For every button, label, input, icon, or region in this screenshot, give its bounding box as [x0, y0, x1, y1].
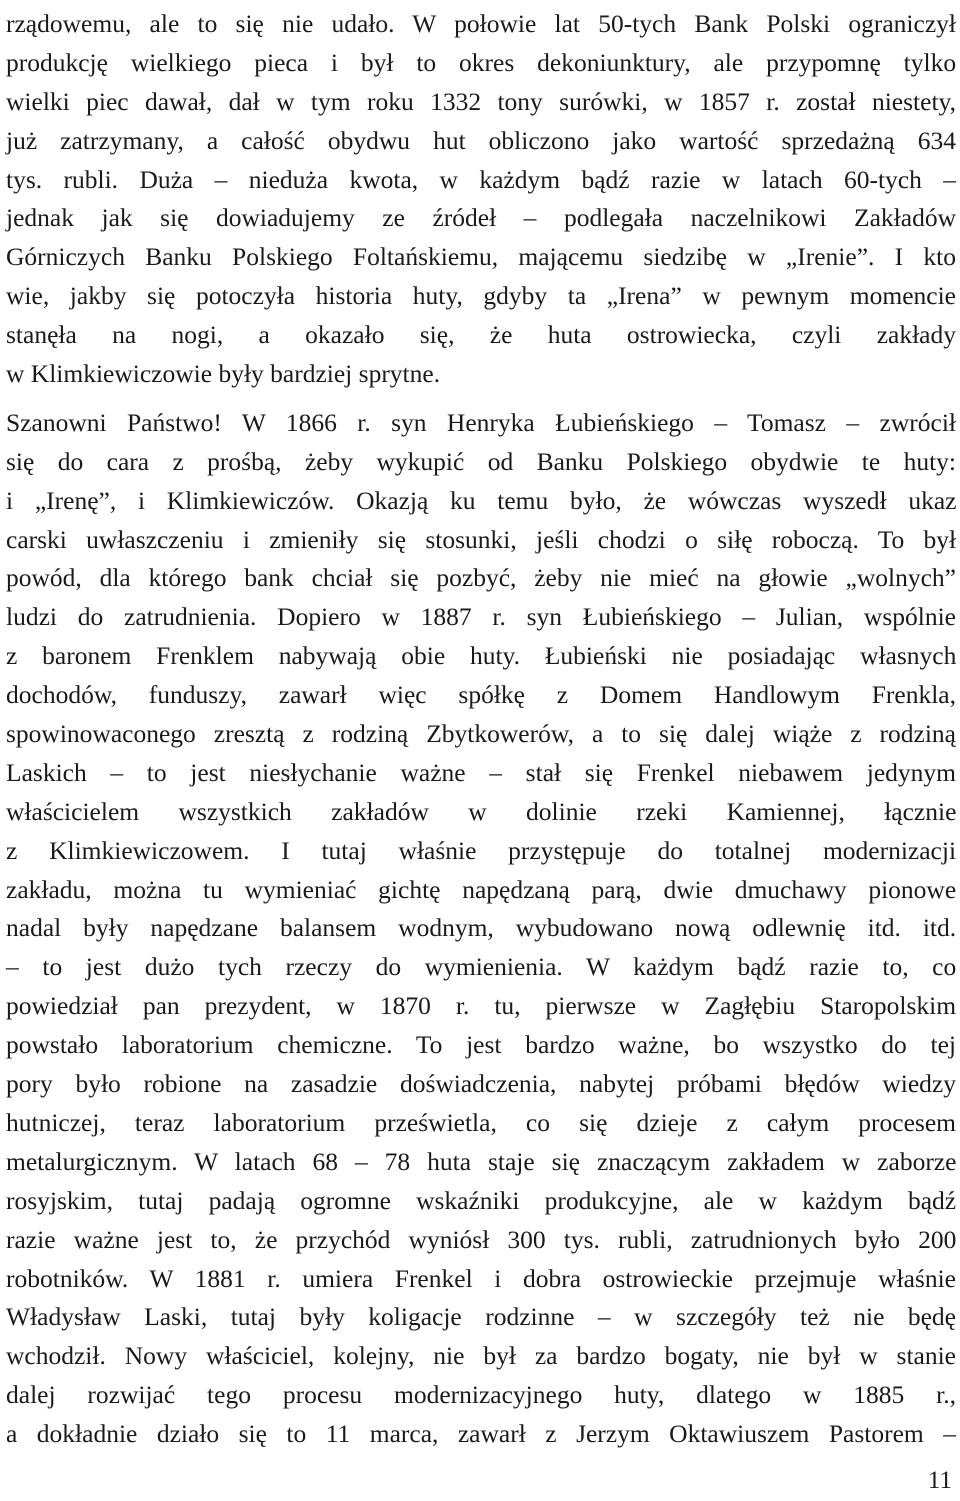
text-line: właścicielem wszystkich zakładów w dolinie rzeki Kamiennej, łącznie: [6, 796, 957, 826]
text-line: się do cara z prośbą, żeby wykupić od Banku Polskiego obydwie te huty:: [6, 446, 956, 476]
text-line: powiedział pan prezydent, w 1870 r. tu, pierwsze w Zagłębiu Staropolskim: [6, 991, 957, 1021]
text-line: Laskich – to jest niesłychanie ważne – stał się Frenkel niebawem jedynym: [6, 757, 956, 787]
text-line: produkcję wielkiego pieca i był to okres dekoniunktury, ale przypomnę tylko: [6, 47, 957, 77]
text-line: Władysław Laski, tutaj były koligacje rodzinne – w szczegóły też nie będę: [6, 1302, 956, 1332]
text-line: razie ważne jest to, że przychód wyniósł 300 tys. rubli, zatrudnionych było 200: [6, 1224, 957, 1254]
paragraph-1: [6, 5, 956, 394]
page-number: 11: [927, 1467, 952, 1494]
paragraph-2: [6, 404, 956, 1454]
text-line: – to jest dużo tych rzeczy do wymienienia. W każdym bądź razie to, co: [6, 952, 957, 982]
paragraph-gap: [6, 394, 956, 404]
text-line: Szanowni Państwo! W 1866 r. syn Henryka Łubieńskiego – Tomasz – zwrócił: [6, 407, 956, 437]
text-line: dochodów, funduszy, zawarł więc spółkę z Domem Handlowym Frenkla,: [6, 680, 956, 710]
body-text: [6, 5, 956, 1454]
text-line: wchodził. Nowy właściciel, kolejny, nie był za bardzo bogaty, nie był w stanie: [6, 1341, 956, 1371]
text-line: powstało laboratorium chemiczne. To jest bardzo ważne, bo wszystko do tej: [6, 1030, 956, 1060]
text-line: rosyjskim, tutaj padają ogromne wskaźniki produkcyjne, ale w każdym bądź: [6, 1185, 957, 1215]
text-line: metalurgicznym. W latach 68 – 78 huta staje się znaczącym zakładem w zaborze: [6, 1146, 957, 1176]
text-line: jednak jak się dowiadujemy ze źródeł – podlegała naczelnikowi Zakładów: [6, 203, 956, 233]
text-line: spowinowaconego zresztą z rodziną Zbytkowerów, a to się dalej wiąże z rodziną: [6, 719, 956, 749]
text-line: ludzi do zatrudnienia. Dopiero w 1887 r. syn Łubieńskiego – Julian, wspólnie: [6, 602, 956, 632]
text-line: powód, dla którego bank chciał się pozbyć, żeby nie mieć na głowie „wolnych”: [6, 563, 956, 593]
text-line: zakładu, można tu wymieniać gichtę napędzaną parą, dwie dmuchawy pionowe: [6, 874, 957, 904]
text-line: hutniczej, teraz laboratorium prześwietla, co się dzieje z całym procesem: [6, 1107, 956, 1137]
text-line: już zatrzymany, a całość obydwu hut obliczono jako wartość sprzedażną 634: [6, 125, 956, 155]
text-line: carski uwłaszczeniu i zmieniły się stosunki, jeśli chodzi o siłę roboczą. To był: [6, 524, 957, 554]
text-line: i „Irenę”, i Klimkiewiczów. Okazją ku temu było, że wówczas wyszedł ukaz: [6, 485, 957, 515]
text-line: rządowemu, ale to się nie udało. W połowie lat 50-tych Bank Polski ograniczył: [6, 9, 956, 38]
text-line: tys. rubli. Duża – nieduża kwota, w każdym bądź razie w latach 60-tych –: [6, 164, 956, 194]
text-line: wielki piec dawał, dał w tym roku 1332 tony surówki, w 1857 r. został niestety,: [6, 86, 956, 116]
text-line: z Klimkiewiczowem. I tutaj właśnie przystępuje do totalnej modernizacji: [6, 835, 957, 865]
text-line: pory było robione na zasadzie doświadczenia, nabytej próbami błędów wiedzy: [6, 1069, 956, 1099]
text-line: z baronem Frenklem nabywają obie huty. Łubieński nie posiadając własnych: [6, 641, 957, 671]
text-line: dalej rozwijać tego procesu modernizacyjnego huty, dlatego w 1885 r.,: [6, 1380, 956, 1410]
text-line: wie, jakby się potoczyła historia huty, gdyby ta „Irena” w pewnym momencie: [6, 281, 956, 311]
text-line: w Klimkiewiczowie były bardziej sprytne.: [6, 359, 441, 389]
text-line: Górniczych Banku Polskiego Foltańskiemu, mającemu siedzibę w „Irenie”. I kto: [6, 242, 956, 272]
text-line: a dokładnie działo się to 11 marca, zawarł z Jerzym Oktawiuszem Pastorem –: [6, 1419, 956, 1449]
text-line: stanęła na nogi, a okazało się, że huta ostrowiecka, czyli zakłady: [6, 320, 956, 350]
text-line: robotników. W 1881 r. umiera Frenkel i dobra ostrowieckie przejmuje właśnie: [6, 1263, 956, 1293]
text-line: nadal były napędzane balansem wodnym, wybudowano nową odlewnię itd. itd.: [6, 913, 957, 943]
